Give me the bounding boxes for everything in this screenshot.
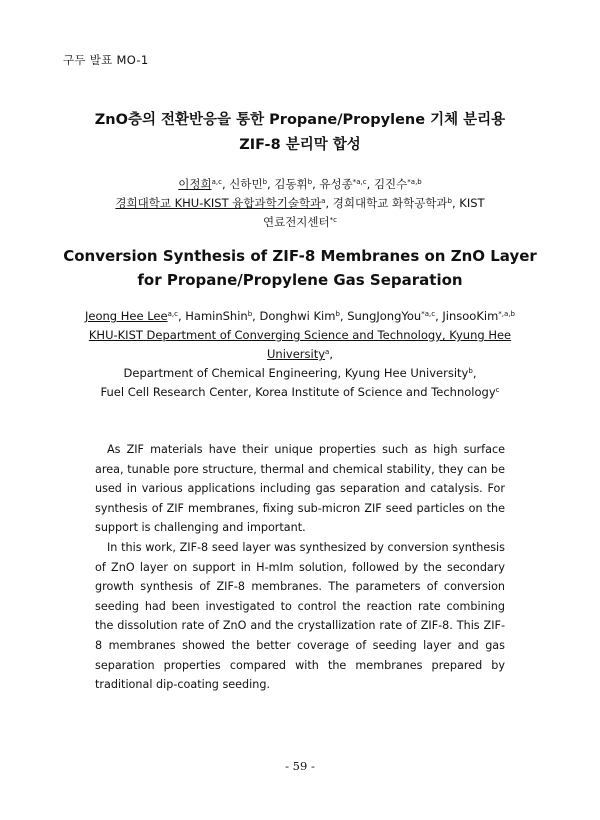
- english-author-4-sup: *a,c: [421, 310, 436, 318]
- korean-author-4: 유성종: [319, 177, 353, 191]
- english-author-1: Jeong Hee Lee: [85, 309, 168, 323]
- english-author-2-sup: b: [247, 310, 253, 318]
- english-affiliation-1-line-2: University$^a$,: [267, 347, 333, 361]
- english-author-4: SungJongYou: [347, 309, 422, 323]
- english-affiliation-3-sup: c: [495, 386, 500, 394]
- english-affiliation-2: Department of Chemical Engineering, Kyung Hee University: [123, 366, 469, 380]
- english-affiliation-1-sup: a: [325, 348, 330, 356]
- korean-author-2-sup: b: [262, 178, 268, 186]
- english-author-3: Donghwi Kim: [259, 309, 336, 323]
- korean-authors: [0, 175, 600, 232]
- english-affiliation-3-line: [0, 383, 600, 402]
- english-author-3-sup: b: [335, 310, 340, 318]
- abstract-paragraph-1: As ZIF materials have their unique properties such as high surface area, tunable pore structure, thermal and chemical stability, they can be used in various applications including gas separation and catalysis. For synthesis of ZIF membranes, fixing sub-micron ZIF seed particles on the support is challenging and important.: [95, 443, 505, 535]
- korean-author-3-sup: b: [307, 178, 313, 186]
- korean-author-2: 신하민: [229, 177, 263, 191]
- korean-author-5: 김진수: [373, 177, 408, 191]
- korean-author-5-sup: *a,b: [407, 178, 422, 186]
- english-affiliation-2-sup: b: [468, 367, 473, 375]
- korean-affiliation-1: 경희대학교 KHU-KIST 융합과학기술학과: [115, 196, 322, 210]
- korean-affiliation-1-sup: a: [321, 197, 326, 205]
- english-affiliation-3: Fuel Cell Research Center, Korea Institute of Science and Technology: [100, 385, 496, 399]
- english-author-5: JinsooKim: [442, 309, 499, 323]
- english-affiliation-2-line: Department of Chemical Engineering, Kyung Hee University$^b$,: [123, 366, 477, 380]
- korean-author-4-sup: *a,c: [352, 178, 367, 186]
- korean-title: [0, 108, 600, 158]
- korean-affiliation-3-sup: *c: [329, 216, 337, 224]
- english-title-line-1: Conversion Synthesis of ZIF-8 Membranes on ZnO Layer: [63, 247, 537, 265]
- korean-affiliation-line: 경희대학교 KHU-KIST 융합과학기술학과$^a$, 경희대학교 화학공학과$^b$, KIST: [115, 196, 485, 210]
- english-author-5-sup: *,a,b: [498, 310, 515, 318]
- korean-author-1-sup: a,c: [211, 178, 222, 186]
- english-affiliation-1-line-1: KHU-KIST Department of Converging Science and Technology, Kyung Hee: [88, 328, 512, 342]
- english-author-line: Jeong Hee Lee$^{a,c}$, HaminShin$^b$, Donghwi Kim$^b$, SungJongYou$^{*a,c}$, JinsooKim$^{*,a,b}$: [85, 309, 515, 323]
- korean-affiliation-3a: KIST: [459, 196, 485, 210]
- english-author-1-sup: a,c: [167, 310, 178, 318]
- korean-author-1: 이정희: [178, 177, 212, 191]
- korean-affiliation-2: 경희대학교 화학공학과: [332, 196, 448, 210]
- korean-affiliation-3b: 연료전지센터: [262, 215, 330, 229]
- korean-affiliation-line-2: [0, 213, 600, 232]
- english-author-2: HaminShin: [185, 309, 248, 323]
- page-number: - 59 -: [285, 759, 315, 773]
- english-affiliation-1-university: University: [267, 347, 326, 361]
- korean-author-3: 김동휘: [274, 177, 308, 191]
- english-title: [0, 244, 600, 292]
- abstract: [95, 440, 505, 695]
- korean-affiliation-2-sup: b: [447, 197, 452, 205]
- korean-title-line-2: ZIF-8 분리막 합성: [239, 137, 361, 153]
- korean-title-line-1: ZnO층의 전환반응을 통한 Propane/Propylene 기체 분리용: [94, 112, 506, 128]
- abstract-paragraph-2: In this work, ZIF-8 seed layer was synthesized by conversion synthesis of ZnO layer on support in H-mIm solution, followed by the secondary growth synthesis of ZIF-8 membranes. The parameters of conversion seeding had been investigated to control the reaction rate combining the dissolution rate of ZnO and the crystallization rate of ZIF-8. This ZIF-8 membranes showed the better coverage of seeding layer and gas separation properties compared with the membranes prepared by traditional dip-coating seeding.: [95, 540, 505, 692]
- english-title-line-2: for Propane/Propylene Gas Separation: [137, 271, 463, 289]
- english-authors: [0, 307, 600, 402]
- korean-author-line: 이정희$^{a,c}$, 신하민$^b$, 김동휘$^b$, 유성종$^{*a,c}$, 김진수$^{*a,b}$: [178, 177, 422, 191]
- session-label: 구두 발표 MO-1: [63, 53, 149, 67]
